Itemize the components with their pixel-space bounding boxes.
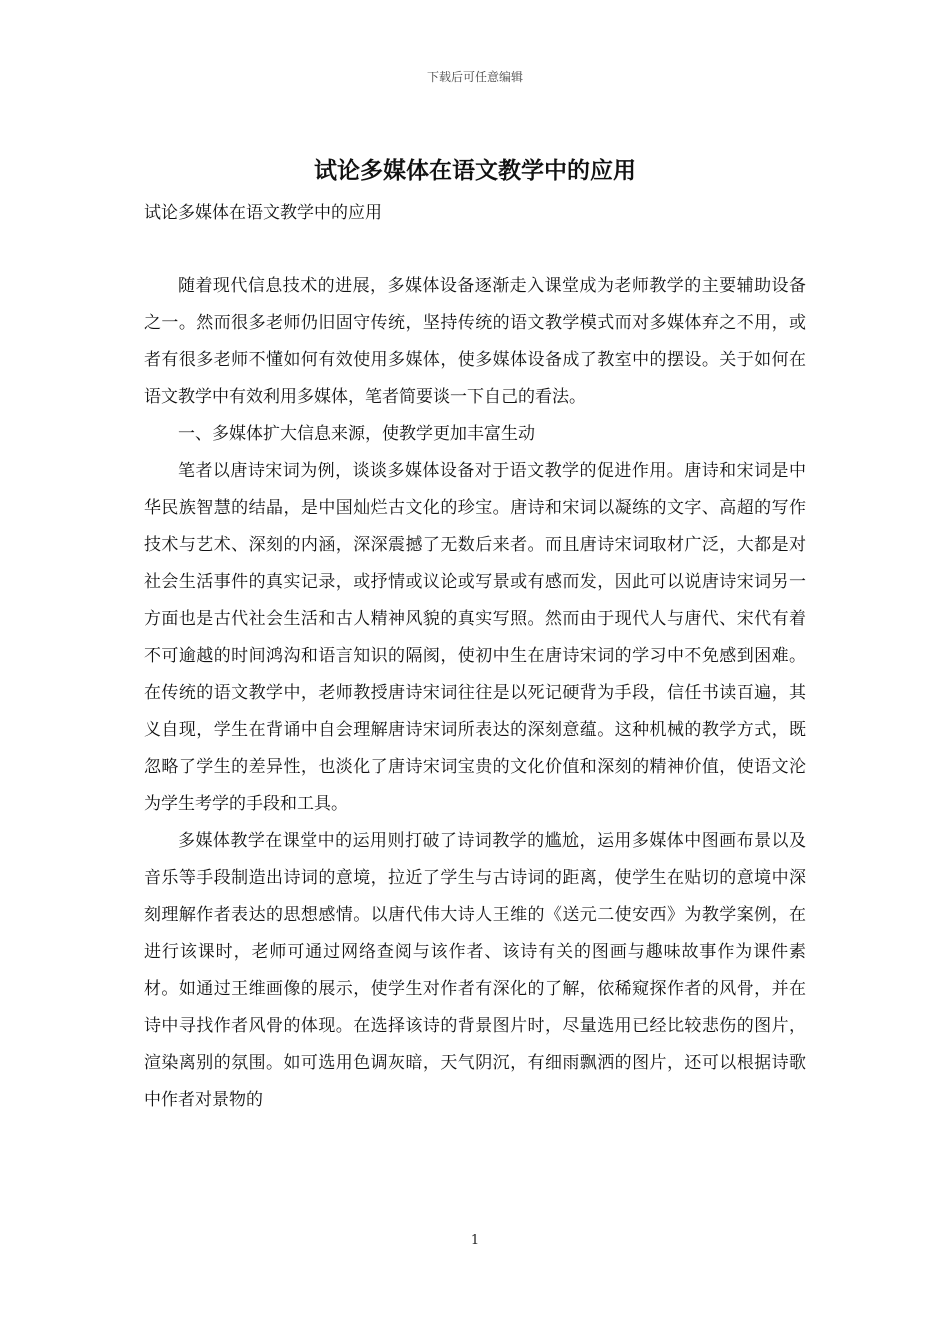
document-subtitle: 试论多媒体在语文教学中的应用 xyxy=(144,203,382,223)
page-number: 1 xyxy=(470,1233,480,1248)
paragraph-intro: 随着现代信息技术的进展，多媒体设备逐渐走入课堂成为老师教学的主要辅助设备之一。然而很多老师仍旧固守传统，坚持传统的语文教学模式而对多媒体弃之不用，或者有很多老师不懂如何有效使用多媒体，使多媒体设备成了教室中的摆设。关于如何在语文教学中有效利用多媒体，笔者简要谈一下自己的看法。 xyxy=(144,276,806,407)
section-heading-1: 一、多媒体扩大信息来源，使教学更加丰富生动 xyxy=(178,424,535,444)
paragraph-tang-song-poetry: 笔者以唐诗宋词为例，谈谈多媒体设备对于语文教学的促进作用。唐诗和宋词是中华民族智慧的结晶，是中国灿烂古文化的珍宝。唐诗和宋词以凝练的文字、高超的写作技术与艺术、深刻的内涵，深深震撼了无数后来者。而且唐诗宋词取材广泛，大都是对社会生活事件的真实记录，或抒情或议论或写景或有感而发，因此可以说唐诗宋词另一方面也是古代社会生活和古人精神风貌的真实写照。然而由于现代人与唐代、宋代有着不可逾越的时间鸿沟和语言知识的隔阂，使初中生在唐诗宋词的学习中不免感到困难。在传统的语文教学中，老师教授唐诗宋词往往是以死记硬背为手段，信任书读百遍，其义自现，学生在背诵中自会理解唐诗宋词所表达的深刻意蕴。这种机械的教学方式，既忽略了学生的差异性，也淡化了唐诗宋词宝贵的文化价值和深刻的精神价值，使语文沦为学生考学的手段和工具。 xyxy=(144,461,806,814)
document-body xyxy=(144,268,806,1119)
page-header-note: 下载后可任意编辑 xyxy=(426,70,523,84)
paragraph-multimedia-teaching: 多媒体教学在课堂中的运用则打破了诗词教学的尴尬，运用多媒体中图画布景以及音乐等手段制造出诗词的意境，拉近了学生与古诗词的距离，使学生在贴切的意境中深刻理解作者表达的思想感情。以唐代伟大诗人王维的《送元二使安西》为教学案例，在进行该课时，老师可通过网络查阅与该作者、该诗有关的图画与趣味故事作为课件素材。如通过王维画像的展示，使学生对作者有深化的了解，依稀窥探作者的风骨，并在诗中寻找作者风骨的体现。在选择该诗的背景图片时，尽量选用已经比较悲伤的图片，渲染离别的氛围。如可选用色调灰暗，天气阴沉，有细雨飘洒的图片，还可以根据诗歌中作者对景物的 xyxy=(144,831,806,1110)
document-title: 试论多媒体在语文教学中的应用 xyxy=(314,157,636,184)
